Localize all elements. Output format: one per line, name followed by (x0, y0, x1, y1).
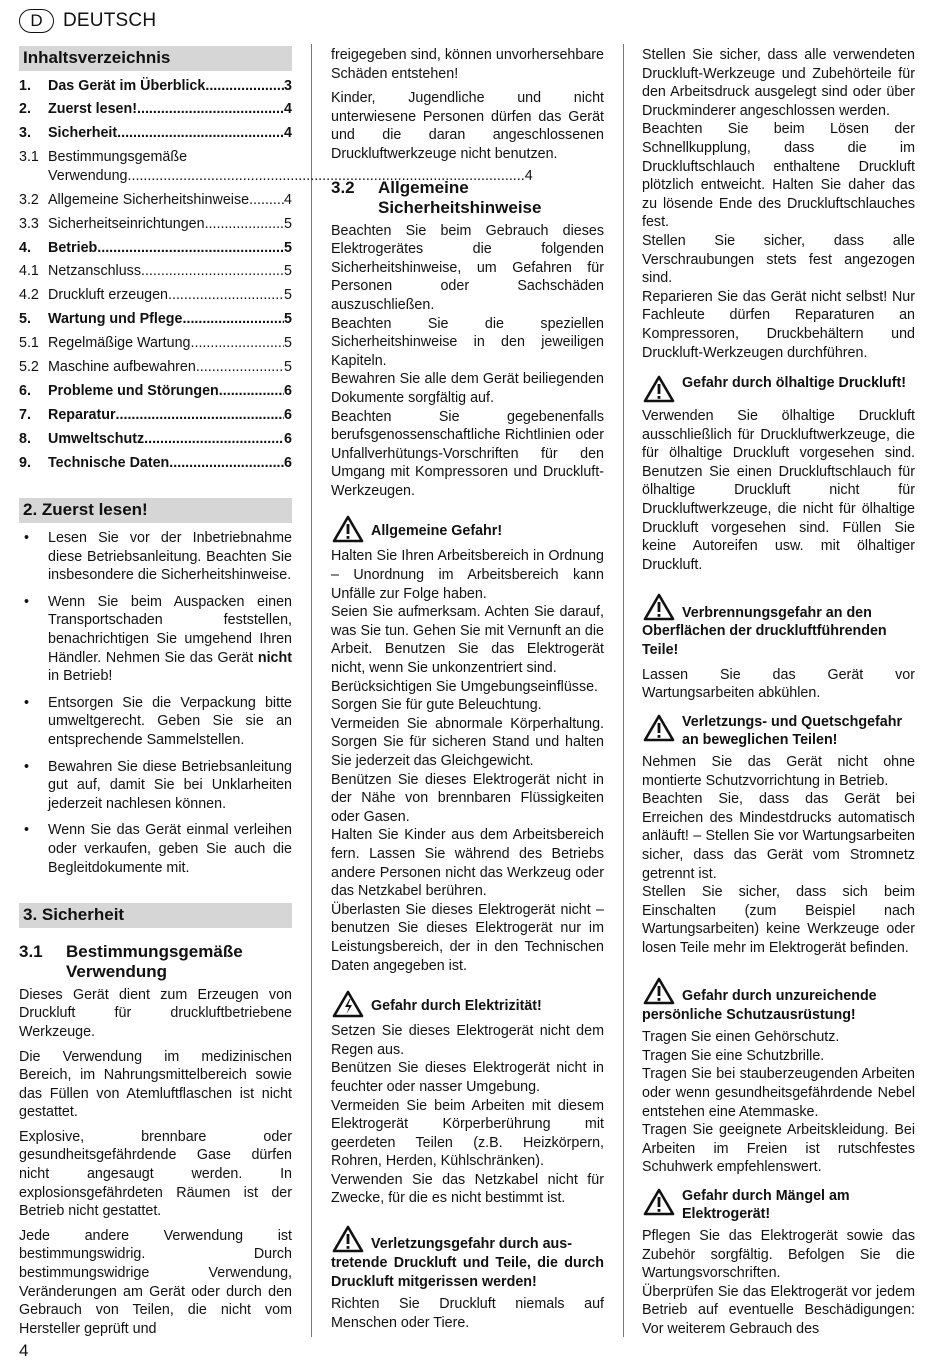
warning-triangle-icon (642, 1187, 676, 1217)
subsection-number: 3.2 (331, 177, 355, 197)
paragraph: Lassen Sie das Gerät vor Wartungsarbeiten abkühlen. (642, 666, 915, 702)
paragraph: Beachten Sie, dass das Gerät bei Erreichen des Mindestdrucks automatisch anläuft! – Stellen Sie vor Wartungsarbeiten sicher, dass das Gerät vom Stromnetz getrennt ist. (642, 791, 915, 882)
toc-entry-title: Betrieb (48, 239, 98, 256)
subsection-heading (19, 942, 292, 982)
toc-dot-leader (183, 310, 285, 329)
paragraph: freigegeben sind, können unvorhersehbare Schäden entstehen! (331, 47, 604, 82)
column-divider (311, 44, 312, 1337)
list-item-emphasis: nicht (257, 649, 292, 666)
toc-entry (19, 262, 292, 281)
bullet-icon: • (24, 530, 30, 547)
paragraph: Tragen Sie bei stauberzeugenden Arbeiten oder wenn gesundheitsgefährdende Nebel entstehen eine Atemmaske. (642, 1066, 915, 1120)
warning-triangle-icon (642, 713, 676, 743)
subsection-title: Allgemeine Sicherheitshinweise (378, 177, 542, 217)
toc-entry-page: 4 (284, 101, 292, 118)
toc-entry-page: 6 (284, 430, 292, 447)
toc-entry-title: Maschine aufbewahren (48, 358, 196, 375)
paragraph: Jede andere Verwendung ist bestimmungswidrig. Durch bestimmungswidrige Verwendung, Veränderungen am Gerät oder durch den Gebrauch von Teilen, die nicht vom Hersteller geprüft und (19, 1227, 292, 1337)
toc-entry (19, 286, 292, 305)
toc-dot-leader (196, 358, 284, 377)
paragraph: Halten Sie Kinder aus dem Arbeitsbereich fern. Lassen Sie während des Betriebs andere Personen nicht das Werkzeug oder das Netzkabel berühren. (331, 827, 604, 900)
paragraph: Die Verwendung im medizinischen Bereich, im Nahrungsmittelbereich sowie das Füllen von Atemluftflaschen ist nicht gestattet. (19, 1048, 292, 1121)
warning-heading (331, 1224, 604, 1291)
toc-dot-leader (168, 286, 284, 305)
warning-title: tretende Druckluft und Teile, die durch Druckluft mitgerissen werden! (331, 1255, 604, 1290)
section-heading-sicherheit: 3. Sicherheit (19, 903, 292, 928)
toc-entry-title: Zuerst lesen! (48, 101, 137, 118)
toc-entry (19, 239, 292, 258)
warning-title: Gefahr durch ölhaltige Druckluft! (682, 375, 907, 392)
toc-entry-page: 4 (524, 167, 533, 184)
paragraph: Beachten Sie beim Lösen der Schnellkupplung, dass die im Druckluftschlauch enthaltene Druckluft plötzlich entweicht. Halten Sie daher das zu lösende Ende des Druckluftschlauches fest. (642, 121, 915, 231)
toc-entry-number: 5. (19, 311, 31, 328)
toc-entry-number: 1. (19, 77, 31, 94)
paragraph: Benützen Sie dieses Elektrogerät nicht in der Nähe von brennbaren Flüssigkeiten oder Gasen. (331, 771, 604, 825)
toc-entry-title: Netzanschluss (48, 263, 141, 280)
toc-entry-page: 5 (284, 311, 292, 328)
paragraph: Dieses Gerät dient zum Erzeugen von Druckluft für druckluftbetriebene Werkzeuge. (19, 986, 292, 1040)
toc-entry-number: 4. (19, 239, 31, 256)
warning-title: Oberflächen der druckluftführenden Teile! (642, 623, 887, 659)
column-2 (331, 46, 604, 1332)
paragraph: Richten Sie Druckluft niemals auf Menschen oder Tiere. (331, 1296, 604, 1331)
toc-entry-title: Technische Daten (48, 454, 170, 471)
toc-entry (19, 191, 292, 210)
warning-triangle-icon (642, 374, 676, 404)
paragraph: Nehmen Sie das Gerät nicht ohne montierte Schutzvorrichtung in Betrieb. (642, 754, 915, 789)
bullet-icon: • (24, 694, 30, 711)
toc-entry (19, 148, 533, 185)
warning-triangle-icon (642, 976, 676, 1006)
toc-dot-leader (169, 454, 284, 473)
toc-dot-leader (137, 100, 284, 119)
toc-dot-leader (116, 406, 285, 425)
toc-entry-number: 3.3 (19, 215, 39, 232)
toc-entry-number: 2. (19, 101, 31, 118)
list-item (19, 758, 292, 814)
warning-title: Gefahr durch unzureichende (682, 987, 877, 1004)
paragraph: Tragen Sie eine Schutzbrille. (642, 1047, 825, 1064)
paragraph: Verwenden Sie ölhaltige Druckluft ausschließlich für Druckluftwerkzeuge, die für ölhaltige Druckluft vorgesehen sind. Benutzen Sie einen Druckluftschlauch für ölhaltige Druckluft nicht für Druckluftwerkzeuge, die nicht für ölhaltige Druckluft vorgesehen sind. Füllen Sie keine Autoreifen usw. mit ölhaltiger Druckluft. (642, 408, 915, 573)
paragraph: Pflegen Sie das Elektrogerät sowie das Zubehör sorgfältig. Befolgen Sie die Wartungsvorschriften. (642, 1228, 915, 1282)
toc-entry (19, 100, 292, 119)
list-item-text: Wenn Sie beim Auspacken einen Transportschaden feststellen, benachrichtigen Sie umgehend Ihren Händler. Nehmen Sie das Gerät (48, 593, 292, 666)
paragraph: Tragen Sie einen Gehörschutz. (642, 1029, 840, 1046)
paragraph: Benützen Sie dieses Elektrogerät nicht in feuchter oder nasser Umgebung. (331, 1060, 604, 1095)
toc-dot-leader (191, 334, 285, 353)
toc-entry (19, 77, 292, 96)
page-number: 4 (19, 1341, 29, 1360)
list-item-text: Lesen Sie vor der Inbetriebnahme diese Betriebsanleitung. Beachten Sie insbesondere die Sicherheitshinweise. (48, 530, 292, 584)
warning-heading (642, 976, 915, 1025)
toc-entry-page: 6 (284, 406, 292, 423)
paragraph: Sorgen Sie für gute Beleuchtung. (331, 697, 542, 714)
page-header (19, 8, 156, 34)
list-item (19, 694, 292, 750)
toc-entry (19, 430, 292, 449)
warning-heading (331, 514, 604, 544)
subsection-heading (331, 178, 604, 218)
warning-title: Verletzungs- und Quetschgefahr an beweglichen Teilen! (682, 713, 903, 749)
toc-entry-number: 4.2 (19, 287, 39, 304)
paragraph: Stellen Sie sicher, dass sich beim Einschalten (zum Beispiel nach Wartungsarbeiten) keine Werkzeuge oder losen Teile mehr im Elektrogerät befinden. (642, 884, 915, 956)
toc-entry (19, 454, 292, 473)
list-item (19, 529, 292, 585)
bullet-list (19, 529, 292, 877)
toc-entry-title: Reparatur (48, 406, 116, 423)
warning-title: Gefahr durch Elektrizität! (371, 998, 542, 1015)
subsection-number: 3.1 (19, 941, 43, 961)
warning-title: Gefahr durch Mängel am Elektrogerät! (682, 1187, 850, 1223)
toc-entry-page: 5 (284, 358, 292, 375)
column-divider (623, 44, 624, 1337)
toc-heading: Inhaltsverzeichnis (19, 46, 292, 71)
paragraph: Bewahren Sie alle dem Gerät beiliegenden Dokumente sorgfältig auf. (331, 371, 604, 406)
electricity-warning-icon (331, 989, 365, 1019)
paragraph: Berücksichtigen Sie Umgebungseinflüsse. (331, 678, 599, 695)
warning-heading (642, 592, 915, 659)
warning-title: Allgemeine Gefahr! (371, 523, 503, 540)
language-name: DEUTSCH (63, 10, 157, 31)
toc-entry-title: Das Gerät im Überblick (48, 77, 206, 94)
toc-entry-page: 5 (284, 239, 292, 256)
toc-dot-leader (117, 124, 284, 143)
toc-dot-leader (141, 262, 284, 281)
toc-entry-number: 3. (19, 125, 31, 142)
toc-dot-leader (144, 430, 284, 449)
toc-entry-number: 5.1 (19, 335, 39, 352)
toc-entry-title: Sicherheitseinrichtungen (48, 215, 205, 232)
bullet-icon: • (24, 822, 30, 839)
toc-entry-title: Verwendung (48, 167, 128, 184)
toc-entry-number: 9. (19, 454, 31, 471)
toc-entry-page: 3 (284, 77, 292, 94)
toc-entry-page: 5 (284, 287, 292, 304)
warning-title: Verbrennungsgefahr an den (682, 604, 872, 621)
toc-entry (19, 358, 292, 377)
toc-dot-leader (205, 215, 284, 234)
toc-entry-number: 5.2 (19, 358, 39, 375)
toc-entry-number: 3.1 (19, 149, 39, 166)
toc-entry-title: Regelmäßige Wartung (48, 335, 191, 352)
toc-dot-leader (249, 191, 284, 210)
toc-entry (19, 310, 292, 329)
toc-entry-page: 6 (284, 454, 292, 471)
toc-entry-page: 6 (284, 382, 292, 399)
toc-entry-page: 5 (284, 215, 292, 232)
list-item-text: in Betrieb! (48, 668, 113, 685)
paragraph: Tragen Sie geeignete Arbeitskleidung. Bei Arbeiten im Freien ist rutschfestes Schuhwerk empfehlenswert. (642, 1122, 915, 1176)
toc-entry (19, 334, 292, 353)
warning-heading (642, 1187, 915, 1224)
bullet-icon: • (24, 758, 30, 775)
list-item-text: Entsorgen Sie die Verpackung bitte umweltgerecht. Geben Sie sie an entsprechende Sammelstellen. (48, 694, 292, 748)
toc-entry (19, 124, 292, 143)
toc-entry-number: 6. (19, 382, 31, 399)
warning-title: Verletzungsgefahr durch aus- (371, 1236, 572, 1253)
toc-entry-number: 8. (19, 430, 31, 447)
toc-entry-title: Sicherheit (48, 125, 118, 142)
toc-entry-page: 5 (284, 263, 292, 280)
toc-entry-number: 3.2 (19, 191, 39, 208)
paragraph: Explosive, brennbare oder gesundheitsgefährdende Gase dürfen nicht angesaugt werden. In explosionsgefährdeten Räumen ist der Betrieb nicht gestattet. (19, 1128, 292, 1220)
bullet-icon: • (24, 593, 30, 610)
toc-dot-leader (219, 382, 284, 401)
warning-triangle-icon (331, 514, 365, 544)
warning-heading (642, 713, 915, 750)
paragraph: Stellen Sie sicher, dass alle verwendeten Druckluft-Werkzeuge und Zubehörteile für den Arbeitsdruck ausgelegt sind oder über Druckminderer angeschlossen werden. (642, 47, 915, 119)
toc-dot-leader (205, 77, 284, 96)
paragraph: Setzen Sie dieses Elektrogerät nicht dem Regen aus. (331, 1023, 604, 1058)
paragraph: Beachten Sie gegebenenfalls berufsgenossenschaftliche Richtlinien oder Unfallverhütungs-Vorschriften für den Umgang mit Kompressoren und Druckluft-Werkzeugen. (331, 408, 604, 499)
toc-entry-title: Allgemeine Sicherheitshinweise (48, 191, 250, 208)
paragraph: Halten Sie Ihren Arbeitsbereich in Ordnung – Unordnung im Arbeitsbereich kann Unfälle zur Folge haben. (331, 548, 604, 602)
toc-entry-page: 4 (284, 125, 292, 142)
paragraph: Seien Sie aufmerksam. Achten Sie darauf, was Sie tun. Gehen Sie mit Vernunft an die Arbeit. Benutzen Sie das Elektrogerät nicht, wenn Sie unkonzentriert sind. (331, 604, 604, 677)
paragraph: Überlasten Sie dieses Elektrogerät nicht – benutzen Sie dieses Elektrogerät nur im Leistungsbereich, der in den Technischen Daten angegeben ist. (331, 901, 604, 974)
list-item (19, 821, 292, 877)
section-heading-zuerst-lesen: 2. Zuerst lesen! (19, 498, 292, 523)
column-3 (642, 46, 915, 1339)
toc-entry-title: Umweltschutz (48, 430, 145, 447)
paragraph: Kinder, Jugendliche und nicht unterwiesene Personen dürfen das Gerät und die daran angeschlossenen Druckluftwerkzeuge nicht benutzen. (331, 90, 604, 162)
paragraph: Beachten Sie die speziellen Sicherheitshinweise in den jeweiligen Kapiteln. (331, 315, 604, 369)
paragraph: Vermeiden Sie abnormale Körperhaltung. Sorgen Sie für sicheren Stand und halten Sie jederzeit das Gleichgewicht. (331, 715, 604, 769)
paragraph: Verwenden Sie das Netzkabel nicht für Zwecke, für die es nicht bestimmt ist. (331, 1171, 604, 1207)
warning-heading (642, 374, 915, 404)
toc-entry (19, 382, 292, 401)
list-item (19, 593, 292, 686)
toc-entry-title: Druckluft erzeugen (48, 287, 168, 304)
paragraph: Stellen Sie sicher, dass alle Verschraubungen stets fest angezogen sind. (642, 232, 915, 287)
toc-entry-number: 7. (19, 406, 31, 423)
toc-entry-number: 4.1 (19, 263, 39, 280)
toc-dot-leader (97, 239, 284, 258)
language-badge: D (19, 9, 54, 33)
list-item-text: Wenn Sie das Gerät einmal verleihen oder verkaufen, geben Sie auch die Begleitdokumente mit. (48, 822, 292, 876)
toc-entry (19, 406, 292, 425)
list-item-text: Bewahren Sie diese Betriebsanleitung gut auf, damit Sie bei Unklarheiten jederzeit nachlesen können. (48, 758, 292, 812)
toc-entry (19, 215, 292, 234)
warning-title: persönliche Schutzausrüstung! (642, 1006, 856, 1023)
warning-heading (331, 989, 604, 1019)
toc-entry-page: 5 (284, 335, 292, 352)
subsection-title: Bestimmungsgemäße Verwendung (66, 941, 243, 981)
warning-triangle-icon (331, 1224, 365, 1254)
toc-entry-page: 4 (284, 191, 292, 208)
toc-entry-title: Wartung und Pflege (48, 311, 183, 328)
toc-entry-title: Bestimmungsgemäße (48, 149, 188, 166)
paragraph: Reparieren Sie das Gerät nicht selbst! Nur Fachleute dürfen Reparaturen an Kompressoren, Druckbehältern und Druckluft-Werkzeugen durchführen. (642, 288, 915, 361)
paragraph: Beachten Sie beim Gebrauch dieses Elektrogerätes die folgenden Sicherheitshinweise, um Gefahren für Personen oder Sachschäden auszuschließen. (331, 222, 604, 313)
warning-triangle-icon (642, 592, 676, 622)
toc-entry-title: Probleme und Störungen (48, 382, 219, 399)
paragraph: Vermeiden Sie beim Arbeiten mit diesem Elektrogerät Körperberührung mit geerdeten Teilen (z.B. Heizkörpern, Rohren, Herden, Kühlschränken). (331, 1097, 604, 1170)
paragraph: Überprüfen Sie das Elektrogerät vor jedem Betrieb auf eventuelle Beschädigungen: Vor weiterem Gebrauch des (642, 1283, 915, 1338)
